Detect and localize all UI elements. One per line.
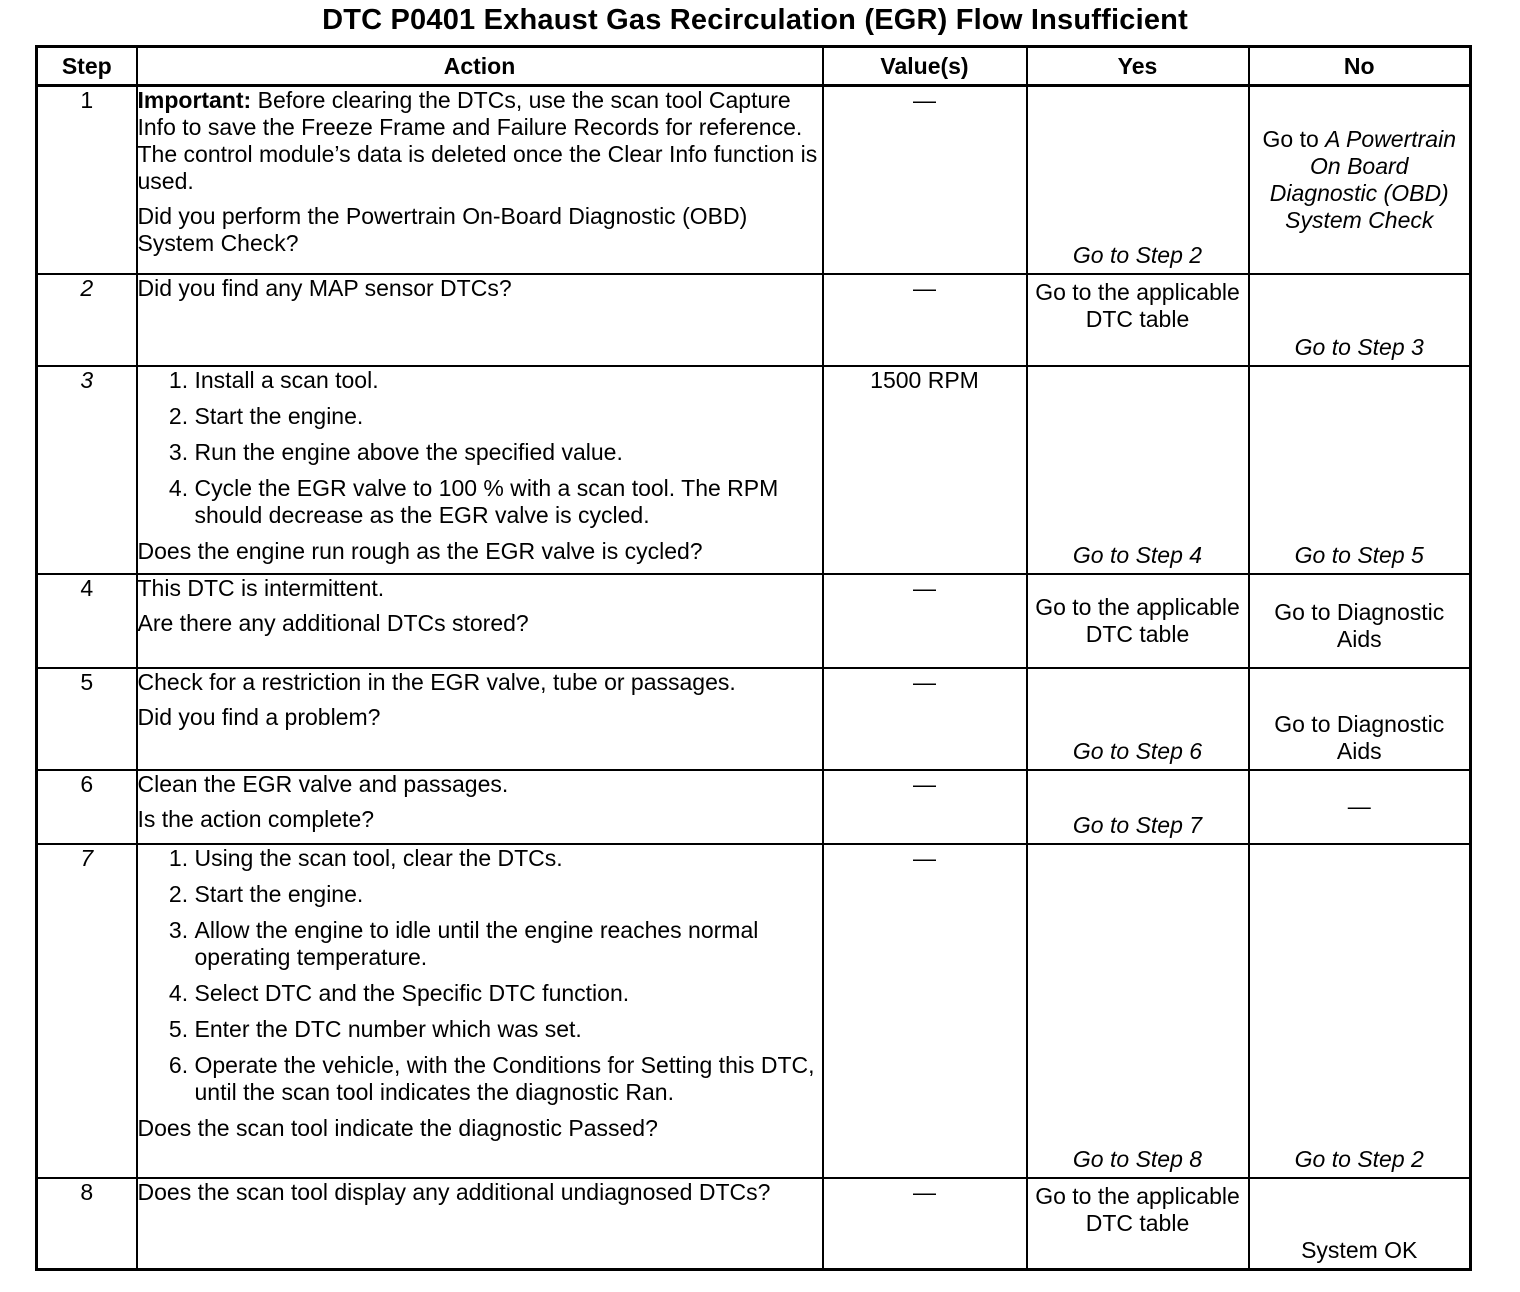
important-text: Before clearing the DTCs, use the scan tool Capture Info to save the Freeze Frame and Failure Records for reference. The control module’s data is deleted once the Clear Info function is used. [137, 87, 818, 194]
action-question: Does the scan tool display any additional undiagnosed DTCs? [137, 1178, 771, 1205]
action-cell [137, 274, 823, 366]
action-question: Did you find a problem? [137, 703, 381, 730]
step-number: 8 [37, 1178, 137, 1270]
action-cell [137, 574, 823, 668]
action-steps-list [138, 367, 822, 529]
no-cell [1249, 274, 1471, 366]
no-link[interactable]: Go to Step 5 [1294, 541, 1424, 568]
value-cell: — [823, 668, 1027, 770]
table-row-step-2 [37, 274, 1471, 366]
yes-link[interactable]: Go to Step 8 [1072, 1145, 1203, 1172]
action-step-item: 4. Cycle the EGR valve to 100 % with a scan tool. The RPM should decrease as the EGR valve is cycled. [195, 475, 822, 529]
step-number: 5 [37, 668, 137, 770]
important-label: Important: [137, 87, 252, 113]
table-header-row [37, 47, 1471, 86]
action-question: Does the engine run rough as the EGR valve is cycled? [137, 537, 703, 564]
action-cell [137, 844, 823, 1178]
action-steps-list [138, 845, 822, 1106]
action-question: Are there any additional DTCs stored? [137, 609, 529, 636]
no-cell [1249, 770, 1471, 844]
value-cell: — [823, 574, 1027, 668]
value-cell: — [823, 1178, 1027, 1270]
yes-link[interactable]: Go to the applicable DTC table [1035, 1182, 1240, 1236]
table-row-step-3 [37, 366, 1471, 574]
header-values: Value(s) [823, 47, 1027, 86]
value-cell: — [823, 86, 1027, 274]
header-yes: Yes [1027, 47, 1249, 86]
step-number: 2 [37, 274, 137, 366]
action-cell [137, 770, 823, 844]
action-step-item: 2. Start the engine. [195, 403, 822, 430]
no-cell [1249, 1178, 1471, 1270]
value-cell: 1500 RPM [823, 366, 1027, 574]
header-no: No [1249, 47, 1471, 86]
no-link-target: A Powertrain On Board Diagnostic (OBD) System Check [1269, 125, 1456, 233]
value-cell: — [823, 770, 1027, 844]
no-link[interactable]: Go to Step 2 [1294, 1145, 1424, 1172]
action-question: Does the scan tool indicate the diagnostic Passed? [137, 1114, 658, 1141]
action-step-item: 4. Select DTC and the Specific DTC function. [195, 980, 822, 1007]
table-row-step-7 [37, 844, 1471, 1178]
yes-cell [1027, 770, 1249, 844]
yes-cell [1027, 366, 1249, 574]
table-row-step-1 [37, 86, 1471, 274]
yes-cell [1027, 844, 1249, 1178]
no-link[interactable]: Go to Diagnostic Aids [1274, 710, 1445, 764]
yes-link[interactable]: Go to Step 7 [1072, 811, 1203, 838]
step-number: 3 [37, 366, 137, 574]
action-text: Check for a restriction in the EGR valve, tube or passages. [137, 668, 736, 695]
no-cell [1249, 668, 1471, 770]
action-step-item: 5. Enter the DTC number which was set. [195, 1016, 822, 1043]
yes-cell [1027, 1178, 1249, 1270]
yes-link[interactable]: Go to Step 4 [1072, 541, 1203, 568]
diagnostic-table [35, 45, 1472, 1271]
yes-link[interactable]: Go to the applicable DTC table [1035, 593, 1240, 647]
step-number: 4 [37, 574, 137, 668]
action-text: This DTC is intermittent. [137, 574, 385, 601]
action-step-item: 3. Run the engine above the specified value. [195, 439, 822, 466]
page-title: DTC P0401 Exhaust Gas Recirculation (EGR) Flow Insufficient [322, 4, 1188, 36]
yes-cell [1027, 668, 1249, 770]
no-link[interactable] [1256, 126, 1464, 234]
yes-link[interactable]: Go to Step 2 [1072, 241, 1203, 268]
action-step-item: 2. Start the engine. [195, 881, 822, 908]
yes-cell [1027, 86, 1249, 274]
action-cell [137, 366, 823, 574]
table-row-step-4 [37, 574, 1471, 668]
yes-link[interactable]: Go to Step 6 [1072, 737, 1203, 764]
no-link[interactable]: Go to Diagnostic Aids [1274, 598, 1445, 652]
no-cell [1249, 574, 1471, 668]
header-action: Action [137, 47, 823, 86]
action-cell [137, 1178, 823, 1270]
value-cell: — [823, 844, 1027, 1178]
action-text: Clean the EGR valve and passages. [137, 770, 509, 797]
no-cell [1249, 844, 1471, 1178]
table-row-step-8 [37, 1178, 1471, 1270]
table-row-step-6 [37, 770, 1471, 844]
header-step: Step [37, 47, 137, 86]
action-step-item: 1. Install a scan tool. [195, 367, 822, 394]
action-step-item: 3. Allow the engine to idle until the engine reaches normal operating temperature. [195, 917, 822, 971]
no-value: System OK [1301, 1237, 1418, 1263]
important-note [138, 87, 822, 195]
step-number: 1 [37, 86, 137, 274]
yes-cell [1027, 574, 1249, 668]
no-cell [1249, 86, 1471, 274]
action-question: Did you find any MAP sensor DTCs? [137, 274, 512, 301]
no-cell [1249, 366, 1471, 574]
no-link-prefix: Go to [1262, 125, 1326, 152]
action-cell [137, 86, 823, 274]
yes-link[interactable]: Go to the applicable DTC table [1035, 278, 1240, 332]
action-question: Is the action complete? [137, 805, 375, 832]
no-link[interactable]: Go to Step 3 [1294, 333, 1424, 360]
table-row-step-5 [37, 668, 1471, 770]
value-cell: — [823, 274, 1027, 366]
action-cell [137, 668, 823, 770]
action-step-item: 1. Using the scan tool, clear the DTCs. [195, 845, 822, 872]
step-number: 6 [37, 770, 137, 844]
step-number: 7 [37, 844, 137, 1178]
action-step-item: 6. Operate the vehicle, with the Conditions for Setting this DTC, until the scan tool indicates the diagnostic Ran. [195, 1052, 822, 1106]
no-value: — [1347, 793, 1371, 819]
yes-cell [1027, 274, 1249, 366]
action-question: Did you perform the Powertrain On-Board Diagnostic (OBD) System Check? [137, 203, 748, 256]
